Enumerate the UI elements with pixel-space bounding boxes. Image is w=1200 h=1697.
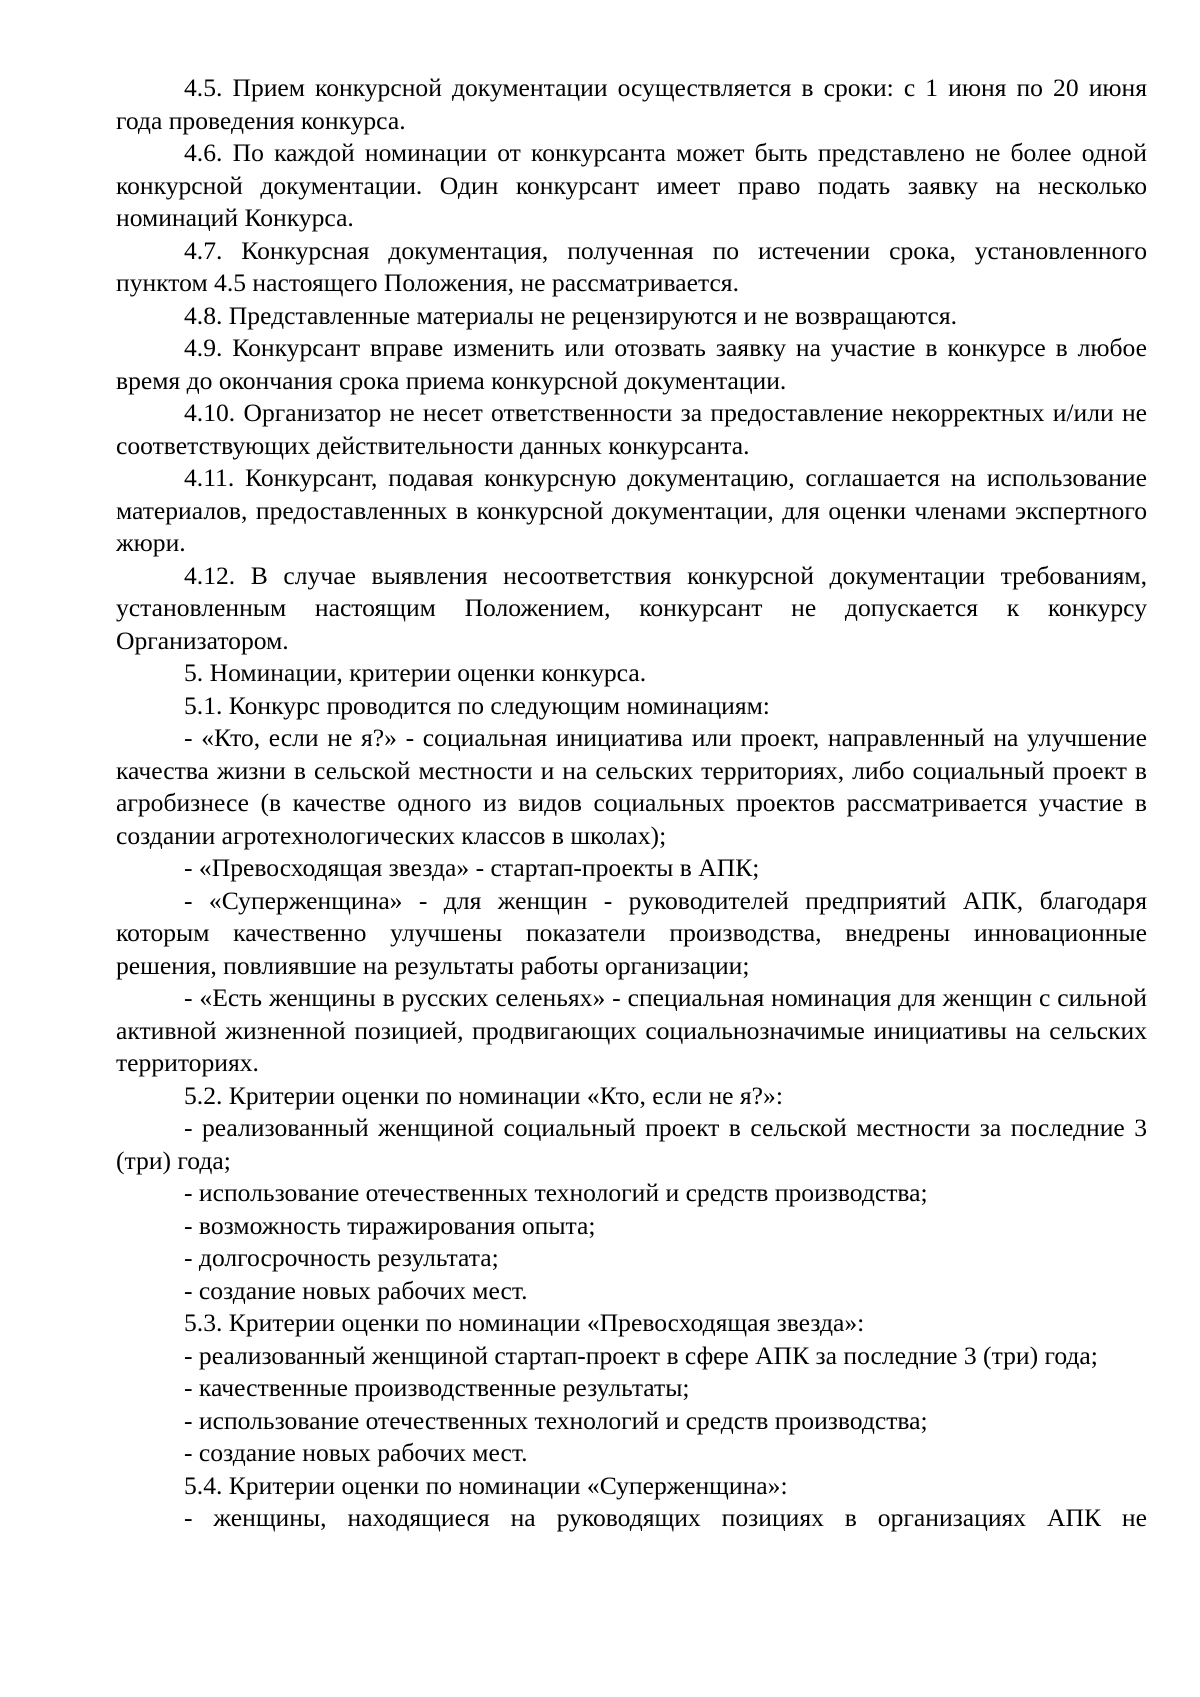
paragraph-5-1: 5.1. Конкурс проводится по следующим номинациям: (184, 690, 770, 720)
list-item-criterion: - реализованный женщиной стартап-проект в сфере АПК за последние 3 (три) года; (184, 1340, 1098, 1370)
section-5-heading: 5. Номинации, критерии оценки конкурса. (184, 658, 647, 687)
list-item-nomination-3: - «Суперженщина» - для женщин - руководителей предприятий АПК, благодаря которым качественно улучшены показатели производства, внедрены инновационные решения, повлиявшие на результаты работы организации; (116, 885, 1147, 980)
document-page (116, 72, 1147, 1535)
list-item-criterion: - возможность тиражирования опыта; (184, 1210, 596, 1240)
list-item-criterion: - создание новых рабочих мест. (184, 1275, 528, 1305)
paragraph-4-6: 4.6. По каждой номинации от конкурсанта может быть представлено не более одной конкурсной документации. Один конкурсант имеет право подать заявку на несколько номинаций Конкурса. (116, 138, 1147, 232)
list-item-criterion: - создание новых рабочих мест. (184, 1438, 528, 1467)
list-item-nomination-4: - «Есть женщины в русских селеньях» - специальная номинация для женщин с сильной активной жизненной позицией, продвигающих социальнозначимые инициативы на сельских территориях. (116, 983, 1147, 1077)
paragraph-4-9: 4.9. Конкурсант вправе изменить или отозвать заявку на участие в конкурсе в любое время до окончания срока приема конкурсной документации. (116, 333, 1147, 395)
list-item-criterion: - долгосрочность результата; (184, 1243, 499, 1272)
list-item-criterion: - качественные производственные результаты; (184, 1373, 690, 1402)
list-item-criterion: - использование отечественных технологий и средств производства; (184, 1405, 928, 1435)
list-item-criterion: - реализованный женщиной социальный проект в сельской местности за последние 3 (три) года; (116, 1113, 1147, 1175)
paragraph-4-8: 4.8. Представленные материалы не рецензируются и не возвращаются. (184, 300, 957, 330)
list-item-nomination-1: - «Кто, если не я?» - социальная инициатива или проект, направленный на улучшение качества жизни в сельской местности и на сельских территориях, либо социальный проект в агробизнесе (в качестве одного из видов социальных проектов рассматривается участие в создании агротехнологических классов в школах); (116, 723, 1147, 850)
list-item-criterion-continued: - женщины, находящиеся на руководящих позициях в организациях АПК не (184, 1503, 1147, 1532)
list-item-criterion: - использование отечественных технологий и средств производства; (184, 1178, 928, 1207)
paragraph-4-11: 4.11. Конкурсант, подавая конкурсную документацию, соглашается на использование материалов, предоставленных в конкурсной документации, для оценки членами экспертного жюри. (116, 463, 1147, 557)
list-item-nomination-2: - «Превосходящая звезда» - стартап-проекты в АПК; (184, 853, 760, 882)
paragraph-4-12: 4.12. В случае выявления несоответствия конкурсной документации требованиям, установленным настоящим Положением, конкурсант не допускается к конкурсу Организатором. (116, 560, 1147, 655)
paragraph-5-4: 5.4. Критерии оценки по номинации «Суперженщина»: (184, 1470, 788, 1500)
paragraph-4-7: 4.7. Конкурсная документация, полученная по истечении срока, установленного пунктом 4.5 настоящего Положения, не рассматривается. (116, 235, 1147, 297)
paragraph-5-3: 5.3. Критерии оценки по номинации «Превосходящая звезда»: (184, 1308, 865, 1337)
paragraph-5-2: 5.2. Критерии оценки по номинации «Кто, если не я?»: (184, 1080, 783, 1110)
paragraph-4-10: 4.10. Организатор не несет ответственности за предоставление некорректных и/или не соответствующих действительности данных конкурсанта. (116, 398, 1147, 460)
paragraph-4-5: 4.5. Прием конкурсной документации осуществляется в сроки: с 1 июня по 20 июня года проведения конкурса. (116, 73, 1147, 135)
